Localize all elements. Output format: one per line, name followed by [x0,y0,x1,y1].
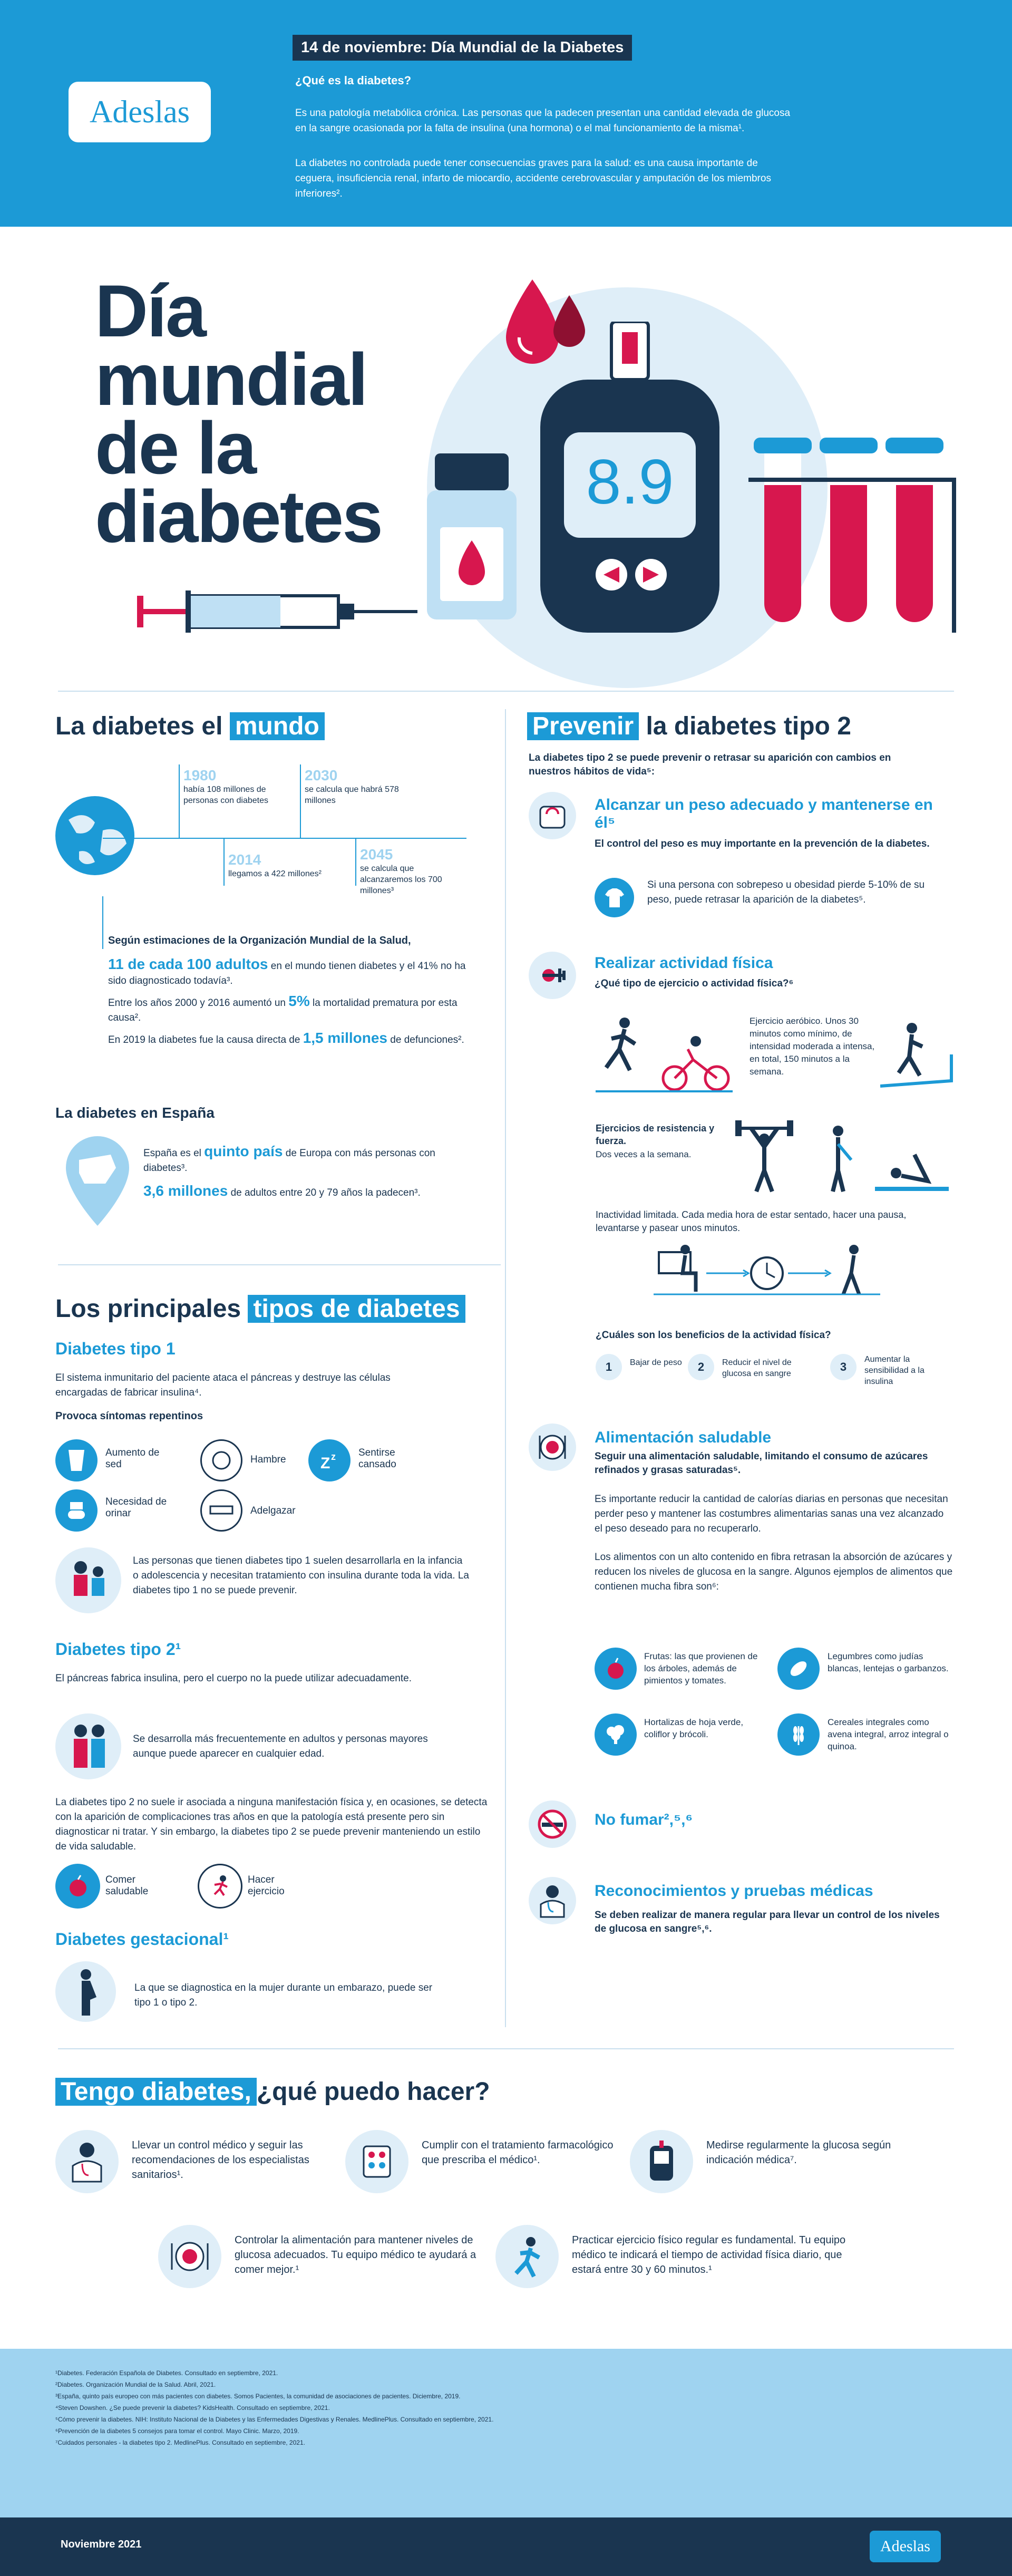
type1-kids-text: Las personas que tienen diabetes tipo 1 suelen desarrollarla en la infancia o adolescencia y necesitan tratamiento con insulina durante toda la vida. La diabetes tipo 1 no se puede prevenir. [133,1555,469,1596]
hero-title-line: mundial [95,338,367,421]
timeline-2045 [360,846,465,896]
adeslas-logo[interactable] [69,82,211,142]
stat-mortality [108,994,477,1025]
benefit-label: Reducir el nivel de glucosa en sangre [722,1358,792,1378]
title-part: La diabetes el [55,712,223,740]
symptom-label: Hambre [250,1454,286,1465]
section-divider [58,1264,501,1265]
spain-stat-1 [143,1144,481,1176]
adults-icon [55,1713,121,1779]
section-divider [58,691,954,692]
timeline-year: 2014 [228,851,261,868]
activity-subtitle: ¿Qué tipo de ejercicio o actividad física?⁶ [595,978,794,989]
reference-item: ⁴Steven Dowshen. ¿Se puede prevenir la diabetes? KidsHealth. Consultado en septiembre, 2021. [55,2404,330,2412]
inactivity-text: Inactividad limitada. Cada media hora de estar sentado, hacer una pausa, levantarse y pasear unos minutos. [596,1209,907,1233]
oms-title: Según estimaciones de la Organización Mundial de la Salud, [108,935,411,946]
food-paragraph-2: Los alimentos con un alto contenido en fibra retrasan la absorción de azúcares y reducen los niveles de glucosa en la sangre. Algunos ejemplos de alimentos que contienen mucha fibra son⁶: [595,1552,953,1592]
shirt-icon [595,878,634,917]
stat-highlight: 3,6 millones [143,1183,228,1199]
todo-item-text: Controlar la alimentación para mantener niveles de glucosa adecuados. Tu equipo médico te ayudará a comer mejor.¹ [235,2234,476,2275]
footer-logo[interactable] [870,2531,941,2562]
type2-title: Diabetes tipo 2¹ [55,1640,181,1659]
timeline-text: había 108 millones de personas con diabetes [183,785,268,805]
inactivity-timeline-icon [654,1242,880,1300]
symptom-label: Adelgazar [250,1505,296,1516]
legumes-icon [777,1648,820,1690]
healthy-food-icon [55,1864,100,1909]
intro-paragraph-2: La diabetes no controlada puede tener consecuencias graves para la salud: es una causa importante de ceguera, insuficiencia renal, infarto de miocardio, accidente cerebrovascular y amputación de los miembros inferiores². [295,158,771,199]
timeline-year: 1980 [183,767,217,783]
title-highlight: mundo [230,712,325,740]
spain-map-pin-icon [63,1134,132,1228]
activity-title: Realizar actividad física [595,954,773,972]
medication-icon [345,2130,408,2193]
title-highlight: Tengo diabetes, [55,2078,257,2106]
section-divider [58,2048,954,2049]
no-smoking-title: No fumar²,⁵,⁶ [595,1811,693,1828]
timeline-1980 [183,767,278,806]
symptom-label: Necesidad de orinar [105,1496,167,1519]
doctor-icon [529,1877,576,1924]
scale-icon [200,1489,242,1532]
stat-text: de defunciones². [387,1034,464,1045]
timeline-text: se calcula que habrá 578 millones [305,785,399,805]
spain-title: La diabetes en España [55,1105,215,1121]
page-title: 14 de noviembre: Día Mundial de la Diabetes [293,35,632,61]
todo-item-text: Cumplir con el tratamiento farmacológico que prescriba el médico¹. [422,2139,614,2166]
running-cycling-icon [596,1012,733,1097]
references-list [55,2367,951,2448]
hero-title-line: diabetes [95,475,382,558]
prevention-label: Hacer ejercicio [248,1874,285,1897]
timeline-2030 [305,767,400,806]
weight-title: Alcanzar un peso adecuado y mantenerse en él⁵ [595,796,933,831]
intro-question: ¿Qué es la diabetes? [295,74,412,87]
food-item-text: Legumbres como judías blancas, lentejas o garbanzos. [828,1651,949,1673]
gestational-text: La que se diagnostica en la mujer durante un embarazo, puede ser tipo 1 o tipo 2. [134,1982,433,2008]
reference-item: ¹Diabetes. Federación Española de Diabetes. Consultado en septiembre, 2021. [55,2369,278,2377]
food-paragraph-1: Es importante reducir la cantidad de calorías diarias en personas que necesitan perder peso y mantener las costumbres alimentarias sanas una vez alcanzado el peso deseado para no recuperarlo. [595,1494,948,1534]
stat-adults [108,957,477,989]
reference-item: ⁵Cómo prevenir la diabetes. NIH: Instituto Nacional de la Diabetes y las Enfermedades Digestivas y Renales. MedlinePlus. Consultado en septiembre, 2021. [55,2416,494,2423]
glucometer-icon [630,2130,693,2193]
weight-text: Si una persona con sobrepeso u obesidad pierde 5-10% de su peso, puede retrasar la aparición de la diabetes⁵. [647,879,925,905]
svg-text:z: z [331,1451,336,1462]
stat-highlight: 11 de cada 100 adultos [108,956,268,972]
exercise-icon [198,1864,242,1909]
stat-text: En 2019 la diabetes fue la causa directa de [108,1034,303,1045]
todo-item-text: Llevar un control médico y seguir las recomendaciones de los especialistas sanitarios¹. [132,2139,309,2181]
sleep-icon [308,1439,351,1481]
stat-highlight: 1,5 millones [303,1030,387,1046]
title-highlight: tipos de diabetes [248,1295,465,1323]
aerobic-text: Ejercicio aeróbico. Unos 30 minutos como mínimo, de intensidad moderada a intensa, en total, 150 minutos a la semana. [750,1016,875,1077]
type1-symptoms-title: Provoca síntomas repentinos [55,1410,203,1422]
stat-text: de adultos entre 20 y 79 años la padecen³. [228,1187,421,1198]
stat-text: de Europa con más personas con diabetes³. [143,1148,435,1174]
title-part: la diabetes tipo 2 [646,712,851,740]
reference-item: ⁶Prevención de la diabetes 5 consejos para tomar el control. Mayo Clinic. Marzo, 2019. [55,2427,299,2435]
stat-text: España es el [143,1148,205,1159]
title-highlight: Prevenir [527,712,639,740]
broccoli-icon [595,1713,637,1756]
test-tubes-icon [748,438,959,638]
timeline-text: se calcula que alcanzaremos los 700 millones³ [360,864,442,895]
strength-text: Dos veces a la semana. [596,1149,692,1159]
apple-icon [595,1648,637,1690]
footer [0,2517,1012,2576]
dumbbell-icon [529,952,576,999]
prevention-label: Comer saludable [105,1874,149,1897]
symptom-label: Aumento de sed [105,1447,160,1470]
glucose-meter-icon [538,322,722,638]
children-icon [55,1547,121,1613]
todo-item-text: Practicar ejercicio físico regular es fundamental. Tu equipo médico te indicará el tiempo de actividad física diario, que estará entre 30 y 60 minutos.¹ [572,2234,846,2275]
column-divider [505,709,506,2027]
pregnant-woman-icon [55,1961,116,2022]
syringe-icon [137,585,422,638]
todo-item-text: Medirse regularmente la glucosa según indicación médica⁷. [706,2139,891,2166]
symptom-label: Sentirse cansado [358,1447,396,1470]
types-section-title [55,1294,465,1323]
stat-highlight: 5% [288,993,310,1009]
prevent-section-title [527,712,851,741]
type2-long-text: La diabetes tipo 2 no suele ir asociada a ninguna manifestación física y, en ocasiones, se detecta con la aparición de complicaciones tras años en que la patología está presente pero sin diagnosticar ni tratar. Y sin embargo, la diabetes tipo 2 se puede prevenir manteniendo un estilo de vida saludable. [55,1797,488,1852]
timeline-2014 [228,851,323,879]
world-section-title [55,712,325,741]
reference-item: ²Diabetes. Organización Mundial de la Salud. Abril, 2021. [55,2381,216,2388]
benefit-label: Aumentar la sensibilidad a la insulina [864,1355,925,1386]
gestational-title: Diabetes gestacional¹ [55,1930,229,1949]
pill-bottle-icon [422,453,522,622]
timeline-year: 2045 [360,846,393,863]
wheat-icon [777,1713,820,1756]
spain-stat-2 [143,1184,481,1200]
food-subtitle: Seguir una alimentación saludable, limitando el consumo de azúcares refinados y grasas saturadas⁵. [595,1451,928,1476]
runner-icon [495,2225,559,2288]
timeline-text: llegamos a 422 millones² [228,869,322,878]
footer-date: Noviembre 2021 [61,2539,142,2550]
stat-text: en el mundo tienen diabetes y el 41% no ha sido diagnosticado todavía³. [108,961,466,986]
food-item-text: Frutas: las que provienen de los árboles, además de pimientos y tomates. [644,1651,758,1686]
timeline-year: 2030 [305,767,338,783]
hero-title [95,269,422,558]
meter-value: 8.9 [586,447,674,517]
reference-item: ³España, quinto país europeo con más pacientes con diabetes. Somos Pacientes, la comunidad de asociaciones de pacientes. Diciembre, 2019. [55,2393,461,2400]
medical-text: Se deben realizar de manera regular para llevar un control de los niveles de glucosa en sangre⁵,⁶. [595,1910,940,1934]
hero-title-line: Día [95,269,205,352]
intro-paragraph-1: Es una patología metabólica crónica. Las personas que la padecen presentan una cantidad elevada de glucosa en la sangre ocasionada por la falta de insulina (una hormona) o el mal funcionamiento de la misma¹. [295,108,791,134]
treadmill-icon [880,1018,954,1097]
logo-text: Adeslas [90,94,190,129]
type2-adults-text: Se desarrolla más frecuentemente en adultos y personas mayores aunque puede aparecer en cualquier edad. [133,1734,428,1759]
glass-icon [55,1439,98,1481]
doctor-consult-icon [55,2130,119,2193]
type2-text: El páncreas fabrica insulina, pero el cuerpo no la puede utilizar adecuadamente. [55,1673,412,1684]
type1-title: Diabetes tipo 1 [55,1339,176,1358]
hero-title-line: de la [95,406,256,489]
food-item-text: Hortalizas de hoja verde, coliflor y brócoli. [644,1717,744,1739]
footer-logo-text: Adeslas [880,2538,930,2555]
svg-text:Z: Z [320,1455,330,1472]
food-title: Alimentación saludable [595,1429,772,1446]
diet-plate-icon [158,2225,221,2288]
toilet-icon [55,1489,98,1532]
title-part: ¿qué puedo hacer? [256,2078,490,2106]
stat-highlight: quinto país [204,1143,283,1159]
prevent-intro: La diabetes tipo 2 se puede prevenir o retrasar su aparición con cambios en nuestros hábitos de vida⁵: [529,752,891,777]
medical-title: Reconocimientos y pruebas médicas [595,1882,873,1900]
benefits-question: ¿Cuáles son los beneficios de la actividad física? [596,1330,831,1341]
strength-title: Ejercicios de resistencia y fuerza. [596,1123,715,1146]
benefit-number-1: 1 [596,1354,622,1380]
stat-deaths [108,1031,477,1048]
stat-text: Entre los años 2000 y 2016 aumentó un [108,998,289,1009]
benefit-number-2: 2 [688,1354,714,1380]
reference-item: ⁷Cuidados personales - la diabetes tipo 2. MedlinePlus. Consultado en septiembre, 2021. [55,2439,305,2446]
plate-food-icon [529,1423,576,1471]
weight-subtitle: El control del peso es muy importante en la prevención de la diabetes. [595,838,930,849]
food-item-text: Cereales integrales como avena integral, arroz integral o quinoa. [828,1717,949,1751]
title-part: Los principales [55,1295,241,1323]
no-smoking-icon [529,1800,576,1848]
weight-scale-icon [529,792,576,839]
type1-text: El sistema inmunitario del paciente ataca el páncreas y destruye las células encargadas de fabricar insulina⁴. [55,1372,391,1398]
todo-section-title [55,2077,490,2106]
stat-text: la mortalidad prematura por esta causa². [108,998,458,1023]
benefit-number-3: 3 [830,1354,857,1380]
strength-exercises-icon [733,1112,954,1197]
benefit-label: Bajar de peso [630,1358,682,1367]
plate-icon [200,1439,242,1481]
